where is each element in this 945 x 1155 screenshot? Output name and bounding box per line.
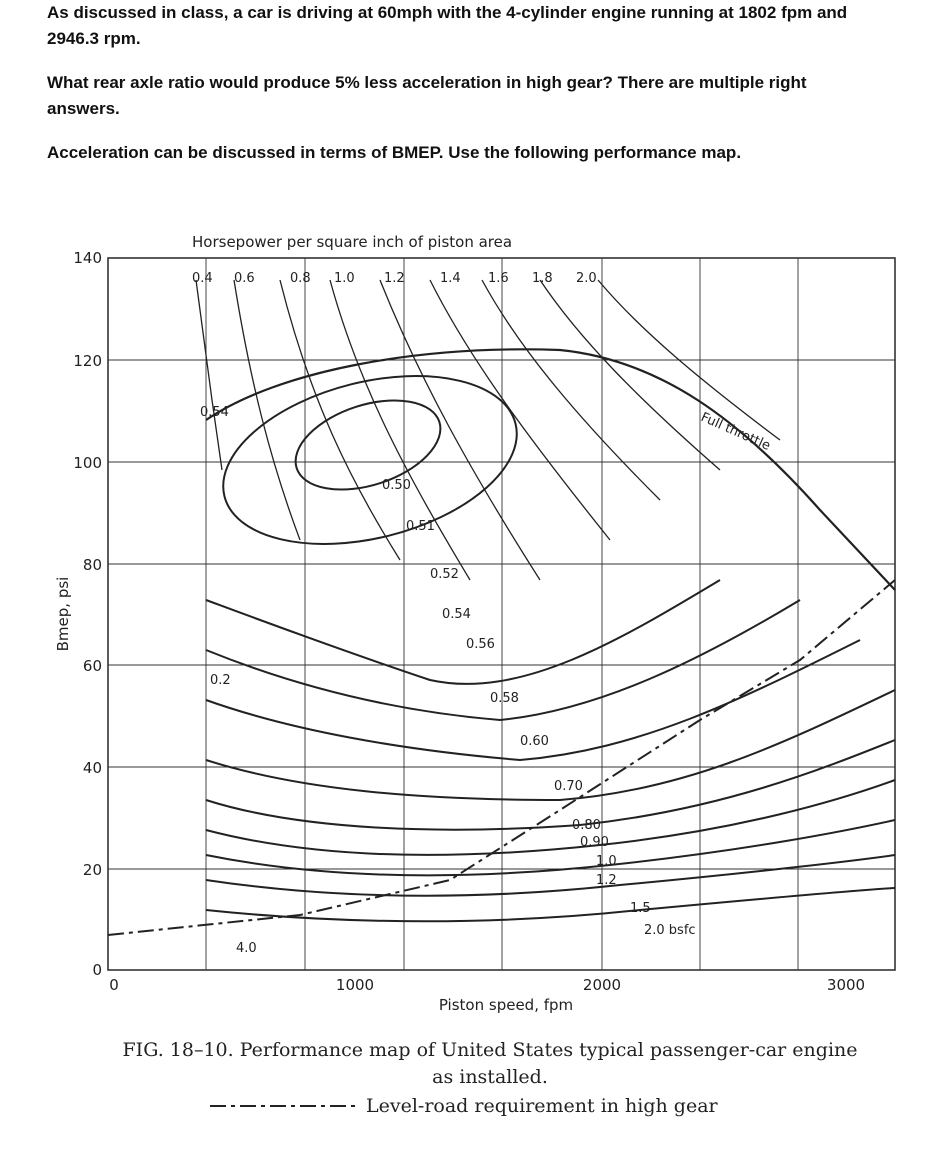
hp-label: 0.4	[192, 271, 213, 286]
bsfc-label: 4.0	[236, 941, 257, 956]
bsfc-label: 0.52	[430, 567, 459, 582]
question-line-2: 2946.3 rpm.	[47, 29, 141, 48]
bsfc-label: 0.51	[406, 519, 435, 534]
full-throttle-label: Full throttle	[698, 409, 773, 454]
bsfc-label: 0.70	[554, 779, 583, 794]
bsfc-label: 0.60	[520, 734, 549, 749]
hp-label: 0.6	[234, 271, 255, 286]
hp-label: 0.8	[290, 271, 311, 286]
y-tick-label: 60	[82, 657, 102, 675]
hp-label: 1.4	[440, 271, 461, 286]
top-axis-title: Horsepower per square inch of piston area	[192, 233, 513, 251]
x-tick-label: 1000	[335, 976, 375, 994]
y-tick-label: 0	[92, 961, 102, 979]
bsfc-label: 2.0 bsfc	[644, 923, 696, 938]
x-tick-label: 0	[109, 976, 119, 994]
x-tick-label: 3000	[826, 976, 866, 994]
bsfc-label: 0.56	[466, 637, 495, 652]
full-throttle-curve	[206, 349, 895, 590]
hp-lines	[196, 280, 780, 580]
x-tick-label: 2000	[582, 976, 622, 994]
bsfc-label: 1.5	[630, 901, 651, 916]
hp-label: 1.6	[488, 271, 509, 286]
question-line-4: answers.	[47, 99, 120, 118]
bsfc-label: 1.0	[596, 854, 617, 869]
y-axis-label: Bmep, psi	[54, 576, 72, 652]
bsfc-label: 1.2	[596, 873, 617, 888]
figure-caption-line-2: as installed.	[432, 1066, 548, 1088]
hp-label: 1.0	[334, 271, 355, 286]
hp-label: 1.2	[384, 271, 405, 286]
hp-label: 1.8	[532, 271, 553, 286]
bsfc-label: 0.2	[210, 673, 231, 688]
y-tick-label: 140	[73, 249, 102, 267]
bsfc-label: 0.90	[580, 835, 609, 850]
question-line-3: What rear axle ratio would produce 5% less acceleration in high gear? There are multiple right	[47, 73, 807, 92]
bsfc-contours	[206, 348, 895, 921]
y-tick-label: 120	[73, 352, 102, 370]
x-axis-label: Piston speed, fpm	[438, 996, 574, 1014]
question-line-5: Acceleration can be discussed in terms of BMEP. Use the following performance map.	[47, 143, 742, 162]
hp-label: 2.0	[576, 271, 597, 286]
bsfc-label: 0.50	[382, 478, 411, 493]
bsfc-label: 0.58	[490, 691, 519, 706]
y-tick-label: 100	[73, 454, 102, 472]
bsfc-label: 0.54	[200, 405, 229, 420]
y-tick-label: 80	[82, 556, 102, 574]
question-line-1: As discussed in class, a car is driving at 60mph with the 4-cylinder engine running at 1802 fpm and	[47, 3, 848, 22]
y-tick-label: 40	[82, 759, 102, 777]
legend-text: Level-road requirement in high gear	[366, 1095, 718, 1117]
figure-caption-line-1: FIG. 18–10. Performance map of United States typical passenger-car engine	[122, 1039, 858, 1061]
bsfc-label: 0.80	[572, 818, 601, 833]
bsfc-label: 0.54	[442, 607, 471, 622]
y-tick-label: 20	[82, 861, 102, 879]
